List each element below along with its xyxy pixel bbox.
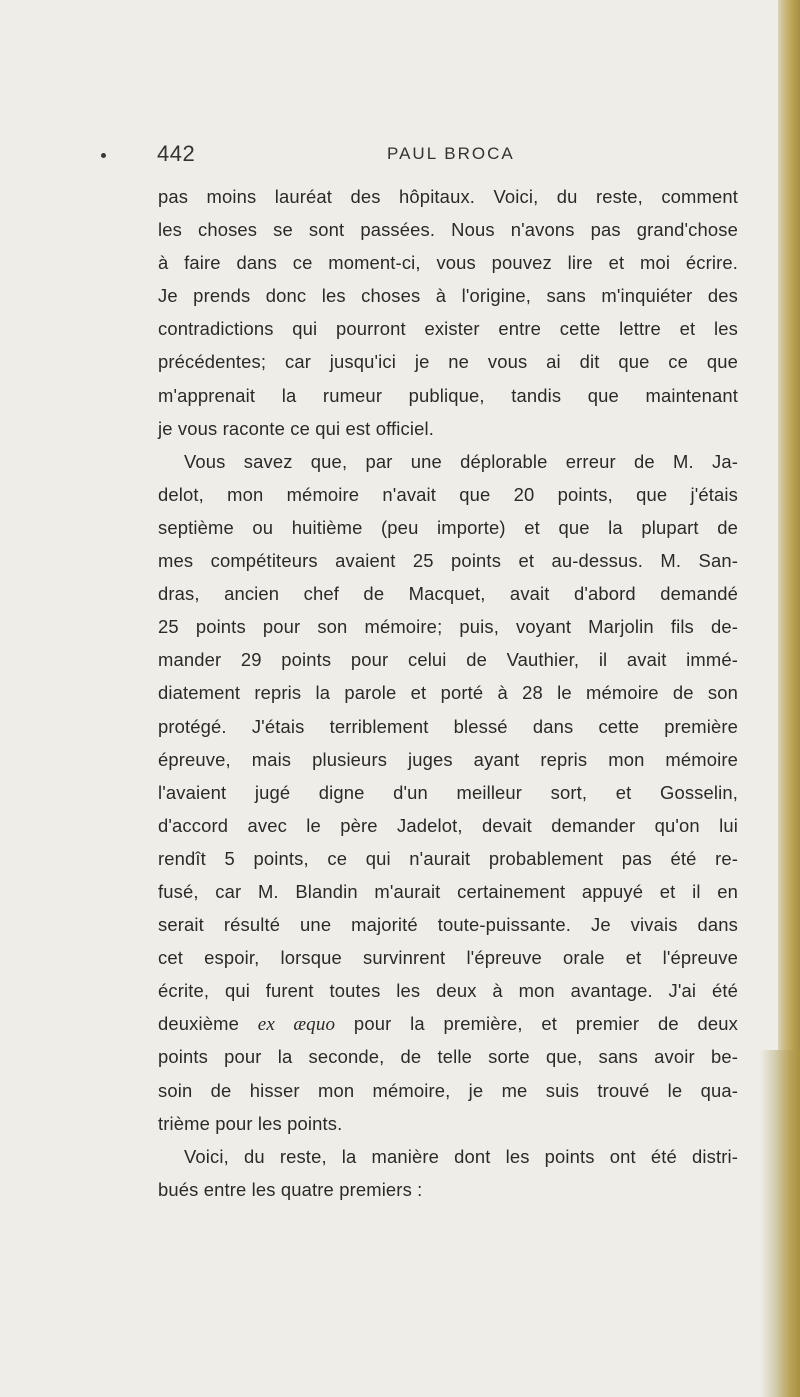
text-line: Je prends donc les choses à l'origine, sans m'inquiéter des [158,285,738,307]
text-line: précédentes; car jusqu'ici je ne vous ai dit que ce que [158,351,738,373]
text-line: Voici, du reste, la manière dont les points ont été distri- [184,1145,738,1167]
text-line: rendît 5 points, ce qui n'aurait probablement pas été re- [158,847,738,869]
margin-dot [101,153,106,158]
text-line: mes compétiteurs avaient 25 points et au-dessus. M. San- [158,550,738,572]
page-number: 442 [157,141,196,166]
text-line: les choses se sont passées. Nous n'avons pas grand'chose [158,219,738,241]
text-line: diatement repris la parole et porté à 28 le mémoire de son [158,682,738,704]
text-line: d'accord avec le père Jadelot, devait demander qu'on lui [158,814,738,836]
text-line: Vous savez que, par une déplorable erreur de M. Ja- [184,450,738,472]
text-line: soin de hisser mon mémoire, je me suis trouvé le qua- [158,1079,738,1101]
text-line: serait résulté une majorité toute-puissante. Je vivais dans [158,914,738,936]
text-line: m'apprenait la rumeur publique, tandis que maintenant [158,384,738,406]
text-segment: deuxième [158,1013,258,1035]
text-line: mander 29 points pour celui de Vauthier, il avait immé- [158,649,738,671]
running-head [155,141,755,171]
text-line: je vous raconte ce qui est officiel. [158,417,434,439]
running-title: PAUL BROCA [387,144,515,163]
page-edge-fold [760,1050,800,1397]
text-line: l'avaient jugé digne d'un meilleur sort, et Gosselin, [158,781,738,803]
text-line: delot, mon mémoire n'avait que 20 points, que j'étais [158,483,738,505]
text-line: septième ou huitième (peu importe) et que la plupart de [158,516,738,538]
text-line: protégé. J'étais terriblement blessé dans cette première [158,715,738,737]
body-text [158,180,738,1206]
text-line: fusé, car M. Blandin m'aurait certainement appuyé et il en [158,880,738,902]
text-line: cet espoir, lorsque survinrent l'épreuve orale et l'épreuve [158,947,738,969]
text-line: contradictions qui pourront exister entre cette lettre et les [158,318,738,340]
text-line: 25 points pour son mémoire; puis, voyant Marjolin fils de- [158,616,738,638]
text-line: pas moins lauréat des hôpitaux. Voici, du reste, comment [158,186,738,207]
text-line: trième pour les points. [158,1112,343,1134]
text-line: épreuve, mais plusieurs juges ayant repris mon mémoire [158,748,738,770]
text-line [158,1007,738,1040]
text-line: bués entre les quatre premiers : [158,1178,423,1200]
text-line: dras, ancien chef de Macquet, avait d'abord demandé [158,583,738,605]
text-line: points pour la seconde, de telle sorte que, sans avoir be- [158,1046,738,1068]
text-segment: pour la première, et premier de deux [335,1013,739,1035]
text-line: à faire dans ce moment-ci, vous pouvez lire et moi écrire. [158,252,738,274]
italic-phrase: ex æquo [257,1014,336,1036]
text-line: écrite, qui furent toutes les deux à mon avantage. J'ai été [158,980,738,1002]
